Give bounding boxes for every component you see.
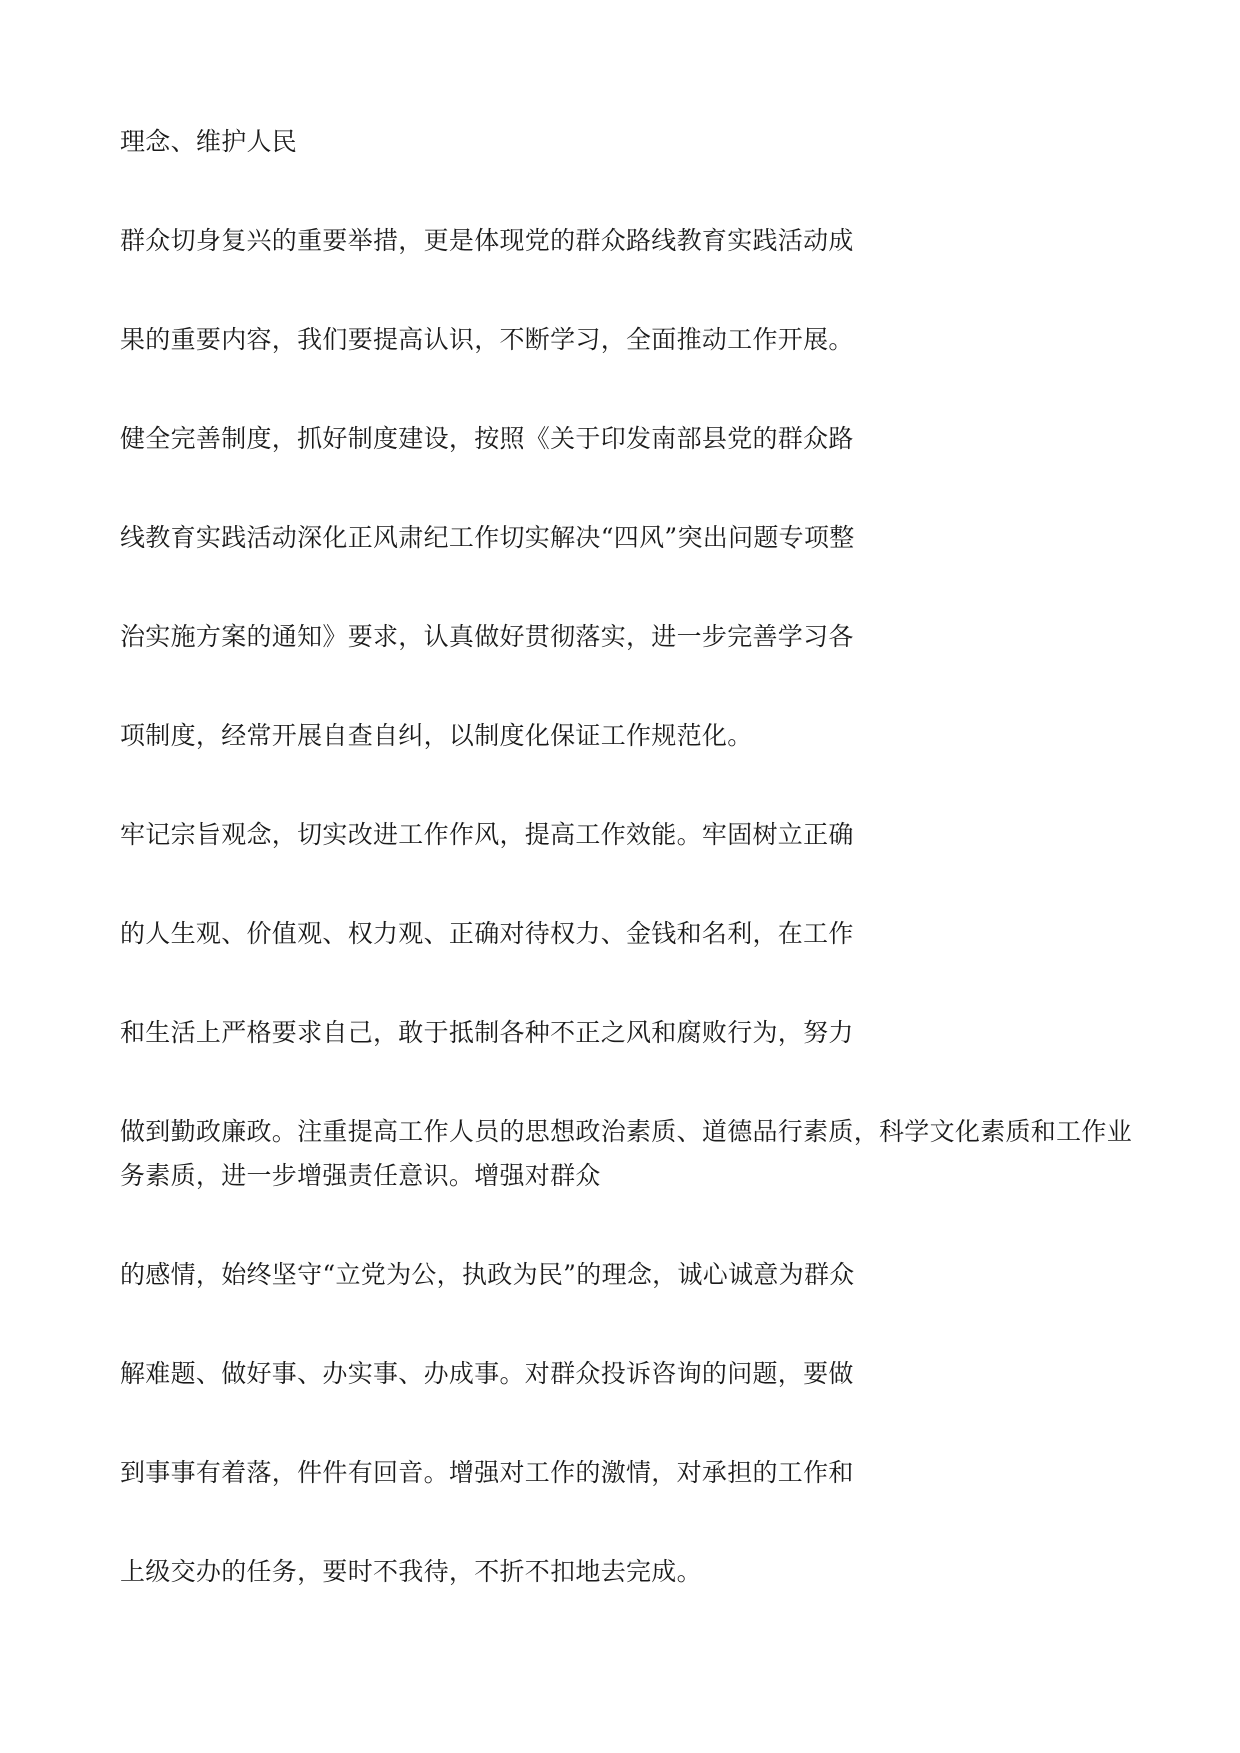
text-line: 和生活上严格要求自己，敢于抵制各种不正之风和腐败行为，努力 [120,1018,854,1047]
text-line: 的人生观、价值观、权力观、正确对待权力、金钱和名利，在工作 [120,919,854,948]
text-line: 理念、维护人民 [120,127,298,156]
text-line: 解难题、做好事、办实事、办成事。对群众投诉咨询的问题，要做 [120,1359,854,1388]
text-line: 线教育实践活动深化正风肃纪工作切实解决“四风”突出问题专项整 [120,523,855,552]
text-line: 的感情，始终坚守“立党为公，执政为民”的理念，诚心诚意为群众 [120,1260,855,1289]
text-line: 果的重要内容，我们要提高认识，不断学习，全面推动工作开展。 [120,325,854,354]
text-line: 做到勤政廉政。注重提高工作人员的思想政治素质、道德品行素质，科学文化素质和工作业 [120,1117,1133,1146]
text-line: 务素质，进一步增强责任意识。增强对群众 [120,1161,601,1190]
text-line: 项制度，经常开展自查自纠，以制度化保证工作规范化。 [120,721,753,750]
text-line: 到事事有着落，件件有回音。增强对工作的激情，对承担的工作和 [120,1458,854,1487]
text-line: 健全完善制度，抓好制度建设，按照《关于印发南部县党的群众路 [120,424,854,453]
text-line: 牢记宗旨观念，切实改进工作作风，提高工作效能。牢固树立正确 [120,820,854,849]
text-line: 治实施方案的通知》要求，认真做好贯彻落实，进一步完善学习各 [120,622,854,651]
text-line: 群众切身复兴的重要举措，更是体现党的群众路线教育实践活动成 [120,226,854,255]
text-line: 上级交办的任务，要时不我待，不折不扣地去完成。 [120,1557,702,1586]
